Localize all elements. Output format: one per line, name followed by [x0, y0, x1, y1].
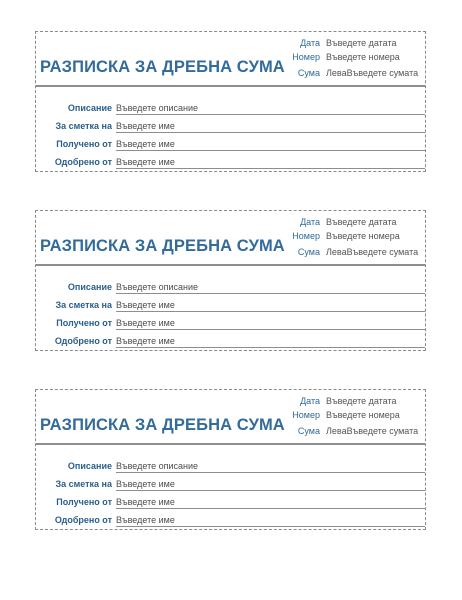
date-label: Дата [300, 217, 320, 227]
number-label: Номер [292, 410, 320, 420]
amount-label: Сума [297, 68, 320, 78]
date-field[interactable]: Въведете датата [326, 217, 397, 227]
receipt-header [36, 32, 425, 85]
charge-to-field[interactable]: Въведете име [116, 121, 425, 133]
approved-by-label: Одобрено от [54, 515, 112, 525]
charge-to-label: За сметка на [55, 479, 112, 489]
received-by-label: Получено от [56, 318, 112, 328]
charge-to-field[interactable]: Въведете име [116, 479, 425, 491]
received-by-field[interactable]: Въведете име [116, 497, 425, 509]
number-field[interactable]: Въведете номера [326, 410, 400, 420]
received-by-field[interactable]: Въведете име [116, 318, 425, 330]
charge-to-field[interactable]: Въведете име [116, 300, 425, 312]
receipt-3 [35, 389, 426, 530]
receipt-header [36, 390, 425, 443]
amount-label: Сума [297, 247, 320, 257]
receipt-header [36, 211, 425, 264]
amount-value: Въведете сумата [346, 247, 419, 257]
receipt-title: РАЗПИСКА ЗА ДРЕБНА СУМА [40, 416, 285, 434]
date-field[interactable]: Въведете датата [326, 38, 397, 48]
approved-by-field[interactable]: Въведете име [116, 515, 425, 527]
number-label: Номер [292, 52, 320, 62]
approved-by-label: Одобрено от [54, 157, 112, 167]
amount-currency: Лева [326, 68, 347, 78]
date-label: Дата [300, 396, 320, 406]
receipt-title: РАЗПИСКА ЗА ДРЕБНА СУМА [40, 237, 285, 255]
approved-by-field[interactable]: Въведете име [116, 336, 425, 348]
amount-field[interactable] [326, 68, 418, 78]
amount-value: Въведете сумата [346, 68, 419, 78]
description-label: Описание [67, 282, 112, 292]
amount-field[interactable] [326, 426, 418, 436]
description-field[interactable]: Въведете описание [116, 461, 425, 473]
received-by-label: Получено от [56, 139, 112, 149]
receipt-2 [35, 210, 426, 351]
header-divider [36, 443, 425, 445]
number-field[interactable]: Въведете номера [326, 52, 400, 62]
number-label: Номер [292, 231, 320, 241]
date-field[interactable]: Въведете датата [326, 396, 397, 406]
amount-currency: Лева [326, 247, 347, 257]
charge-to-label: За сметка на [55, 121, 112, 131]
header-divider [36, 85, 425, 87]
charge-to-label: За сметка на [55, 300, 112, 310]
header-divider [36, 264, 425, 266]
approved-by-field[interactable]: Въведете име [116, 157, 425, 169]
amount-field[interactable] [326, 247, 418, 257]
received-by-field[interactable]: Въведете име [116, 139, 425, 151]
amount-label: Сума [297, 426, 320, 436]
date-label: Дата [300, 38, 320, 48]
received-by-label: Получено от [56, 497, 112, 507]
number-field[interactable]: Въведете номера [326, 231, 400, 241]
description-label: Описание [67, 461, 112, 471]
receipt-title: РАЗПИСКА ЗА ДРЕБНА СУМА [40, 58, 285, 76]
amount-currency: Лева [326, 426, 347, 436]
description-field[interactable]: Въведете описание [116, 103, 425, 115]
receipt-1 [35, 31, 426, 172]
description-label: Описание [67, 103, 112, 113]
amount-value: Въведете сумата [346, 426, 419, 436]
approved-by-label: Одобрено от [54, 336, 112, 346]
description-field[interactable]: Въведете описание [116, 282, 425, 294]
